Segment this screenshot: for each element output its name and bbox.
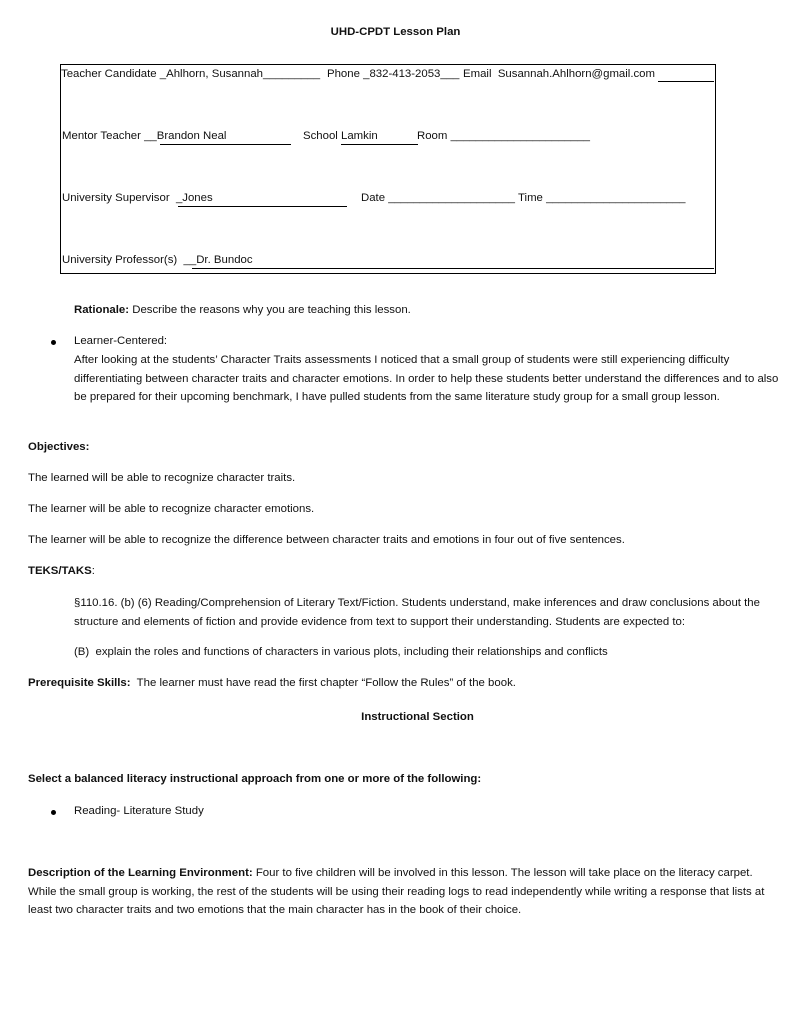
time-line — [518, 192, 685, 206]
date-line — [361, 192, 515, 206]
bullet-icon — [51, 810, 56, 815]
page-title: UHD-CPDT Lesson Plan — [330, 26, 461, 38]
teks-heading: TEKS/TAKS — [28, 565, 92, 577]
header-info-box — [60, 64, 716, 274]
university-supervisor-line — [62, 192, 213, 206]
instructional-section-heading: Instructional Section — [361, 711, 474, 723]
university-professor-label: University Professor(s) __ — [62, 254, 197, 266]
objectives-heading: Objectives: — [28, 441, 90, 453]
time-label: Time — [518, 192, 547, 204]
school-value: Lamkin — [341, 130, 378, 142]
email-line — [463, 68, 655, 82]
teks-heading-line — [28, 565, 95, 579]
university-supervisor-label: University Supervisor _ — [62, 192, 183, 204]
mentor-teacher-line — [62, 130, 226, 144]
rationale-line — [74, 304, 411, 318]
university-professor-underline — [192, 268, 714, 269]
mentor-teacher-value: Brandon Neal — [156, 130, 227, 142]
teacher-candidate-label: Teacher Candidate _ — [61, 68, 167, 80]
date-value: ____________________ — [388, 192, 515, 204]
date-label: Date — [361, 192, 389, 204]
objective-item: The learner will be able to recognize the difference between character traits and emotions in four out of five sentences. — [28, 534, 625, 546]
room-value: ______________________ — [450, 130, 590, 142]
approach-item: Reading- Literature Study — [74, 805, 204, 817]
learner-centered-heading: Learner-Centered: — [74, 335, 168, 347]
email-value: Susannah.Ahlhorn@gmail.com — [497, 68, 656, 80]
school-label: School — [303, 130, 341, 142]
phone-line — [327, 68, 459, 82]
prerequisite-text: The learner must have read the first chapter “Follow the Rules” of the book. — [130, 677, 516, 689]
room-label: Room — [417, 130, 451, 142]
school-line — [303, 130, 378, 144]
room-line — [417, 130, 590, 144]
phone-label: Phone _ — [327, 68, 370, 80]
university-supervisor-value: Jones — [182, 192, 213, 204]
time-value: ______________________ — [546, 192, 686, 204]
learner-centered-text: After looking at the students’ Character Traits assessments I noticed that a small group of students were still experiencing difficulty differentiating between character traits and character emotions. In order to help these students better understand the differences and to also be prepared for their upcoming benchmark, I have pulled students from the same literature study group for a small group lesson. — [74, 354, 779, 403]
learning-environment-paragraph — [28, 864, 768, 920]
teacher-candidate-line — [61, 68, 320, 82]
learning-environment-text: Four to five children will be involved in this lesson. The lesson will take place on the literacy carpet. While the small group is working, the rest of the students will be using their reading logs to read independently while writing a response that lists at least two character traits and two emotions that the main character has in the book of their choice. — [28, 867, 765, 916]
teks-sub-standard: (B) explain the roles and functions of characters in various plots, including their relationships and conflicts — [74, 646, 608, 658]
prerequisite-line — [28, 677, 516, 691]
bullet-icon — [51, 340, 56, 345]
prerequisite-label: Prerequisite Skills: — [28, 677, 131, 689]
phone-value: 832-413-2053___ — [369, 68, 460, 80]
university-professor-value: Dr. Bundoc — [196, 254, 253, 266]
rationale-text: Describe the reasons why you are teaching this lesson. — [129, 304, 411, 316]
rationale-label: Rationale: — [74, 304, 130, 316]
teks-standard: §110.16. (b) (6) Reading/Comprehension of Literary Text/Fiction. Students understand, make inferences and draw conclusions about the structure and elements of fiction and provide evidence from text to support their understanding. Students are expected to: — [74, 597, 760, 628]
school-underline — [341, 144, 418, 145]
objective-item: The learned will be able to recognize character traits. — [28, 472, 296, 484]
email-underline — [658, 81, 714, 82]
approach-heading: Select a balanced literacy instructional approach from one or more of the following: — [28, 773, 482, 785]
objective-item: The learner will be able to recognize character emotions. — [28, 503, 315, 515]
mentor-teacher-underline — [160, 144, 291, 145]
learning-environment-label: Description of the Learning Environment: — [28, 867, 253, 879]
university-supervisor-underline — [178, 206, 347, 207]
email-label: Email — [463, 68, 498, 80]
university-professor-line — [62, 254, 253, 268]
mentor-teacher-label: Mentor Teacher __ — [62, 130, 157, 142]
teks-colon: : — [91, 565, 95, 577]
teacher-candidate-value: Ahlhorn, Susannah_________ — [166, 68, 321, 80]
